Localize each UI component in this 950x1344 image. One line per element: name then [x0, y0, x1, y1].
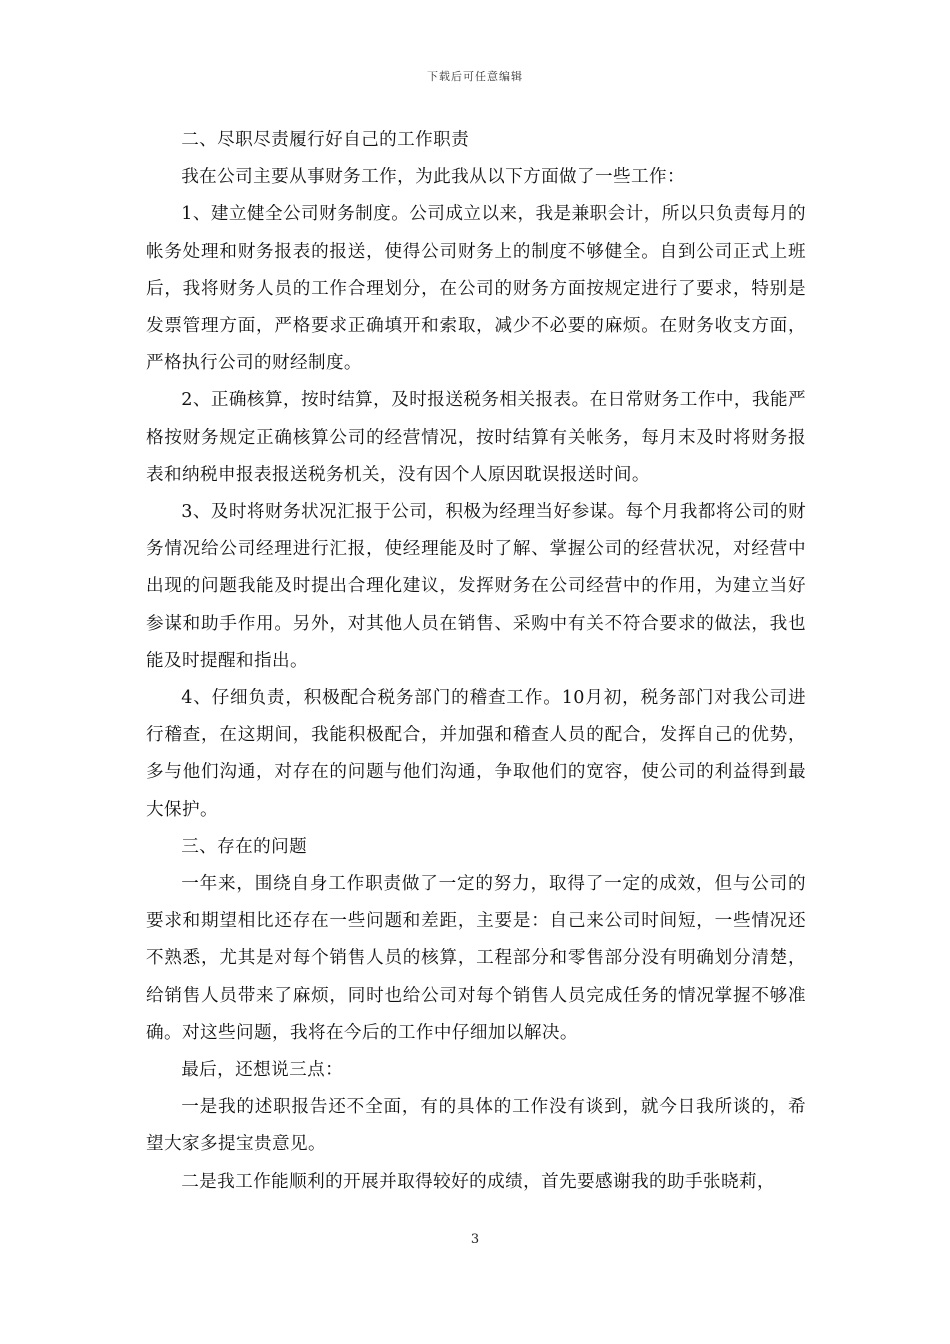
paragraph-finally: 最后，还想说三点：: [181, 1060, 344, 1081]
paragraph-item-4: 4、仔细负责，积极配合税务部门的稽查工作。10月初，税务部门对我公司进行稽查，在这期间，我能积极配合，并加强和稽查人员的配合，发挥自己的优势，多与他们沟通，对存在的问题与他们沟通，争取他们的宽容，使公司的利益得到最大保护。: [146, 688, 806, 820]
section-heading-duties: 二、尽职尽责履行好自己的工作职责: [181, 130, 470, 150]
paragraph-item-2: 2、正确核算，按时结算，及时报送税务相关报表。在日常财务工作中，我能严格按财务规定正确核算公司的经营情况，按时结算有关帐务，每月末及时将财务报表和纳税申报表报送税务机关，没有因个人原因耽误报送时间。: [146, 390, 806, 485]
page-number: 3: [470, 1232, 480, 1247]
section-heading-problems: 三、存在的问题: [181, 836, 308, 857]
paragraph-point-2: 二是我工作能顺利的开展并取得较好的成绩，首先要感谢我的助手张晓莉，: [181, 1171, 775, 1192]
paragraph-point-1: 一是我的述职报告还不全面，有的具体的工作没有谈到，就今日我所谈的，希望大家多提宝贵意见。: [146, 1097, 806, 1155]
page-header: 下载后可任意编辑: [427, 70, 523, 83]
paragraph-item-3: 3、及时将财务状况汇报于公司，积极为经理当好参谋。每个月我都将公司的财务情况给公司经理进行汇报，使经理能及时了解、掌握公司的经营状况，对经营中出现的问题我能及时提出合理化建议，发挥财务在公司经营中的作用，为建立当好参谋和助手作用。另外，对其他人员在销售、采购中有关不符合要求的做法，我也能及时提醒和指出。: [146, 502, 806, 671]
paragraph-intro: 我在公司主要从事财务工作，为此我从以下方面做了一些工作：: [181, 167, 686, 188]
paragraph-problems: 一年来，围绕自身工作职责做了一定的努力，取得了一定的成效，但与公司的要求和期望相比还存在一些问题和差距，主要是：自己来公司时间短，一些情况还不熟悉，尤其是对每个销售人员的核算，工程部分和零售部分没有明确划分清楚，给销售人员带来了麻烦，同时也给公司对每个销售人员完成任务的情况掌握不够准确。对这些问题，我将在今后的工作中仔细加以解决。: [146, 874, 806, 1043]
paragraph-item-1: 1、建立健全公司财务制度。公司成立以来，我是兼职会计，所以只负责每月的帐务处理和财务报表的报送，使得公司财务上的制度不够健全。自到公司正式上班后，我将财务人员的工作合理划分，在公司的财务方面按规定进行了要求，特别是发票管理方面，严格要求正确填开和索取，减少不必要的麻烦。在财务收支方面，严格执行公司的财经制度。: [146, 204, 806, 374]
document-body: [146, 122, 806, 1201]
